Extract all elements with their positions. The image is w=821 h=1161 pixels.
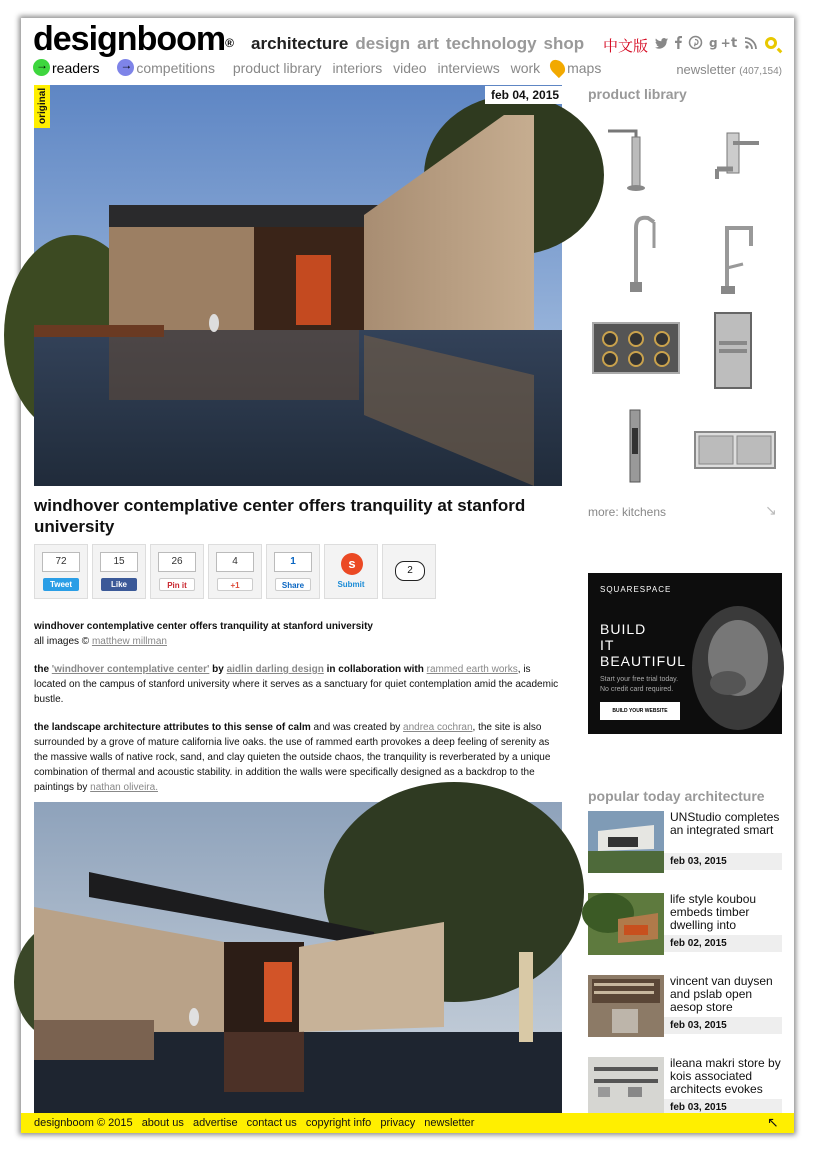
windhover-link[interactable]: 'windhover contemplative center'	[51, 664, 210, 675]
ad-subtext-line-1: Start your free trial today.	[600, 676, 679, 683]
hero-photo	[34, 85, 562, 486]
kitchen-faucet-icon	[687, 208, 782, 303]
popular-item[interactable]	[588, 811, 782, 873]
product-vent[interactable]	[588, 398, 683, 493]
popular-title[interactable]: life style koubou embeds timber dwelling into	[670, 892, 757, 932]
nathan-oliveira-link[interactable]: nathan oliveira.	[90, 782, 158, 793]
linkedin-count: 1	[274, 552, 312, 572]
twitter-icon[interactable]	[655, 36, 675, 52]
popular-thumb-image	[588, 893, 664, 955]
product-soap-dispenser[interactable]	[588, 113, 683, 208]
article-image-2[interactable]	[34, 802, 562, 1113]
popular-thumb[interactable]	[588, 975, 664, 1037]
newsletter-link[interactable]	[676, 62, 782, 77]
nav-art[interactable]: art	[417, 34, 439, 53]
like-button[interactable]: Like	[101, 578, 137, 591]
footer-advertise[interactable]: advertise	[192, 1117, 238, 1129]
linkedin-share-button[interactable]: Share	[275, 578, 311, 591]
ad-headline-line-3: BEAUTIFUL	[600, 653, 687, 669]
footer-about-us[interactable]: about us	[141, 1117, 184, 1129]
refrigerator-icon	[687, 303, 782, 398]
product-library-title[interactable]: product library	[588, 86, 687, 102]
comment-bubble-icon: 2	[395, 561, 425, 581]
designboom-logo[interactable]	[33, 20, 233, 58]
popular-item[interactable]	[588, 1057, 782, 1119]
gas-cooktop-icon	[588, 303, 683, 398]
google-plus-icon[interactable]	[708, 36, 734, 52]
original-badge-label: original	[37, 87, 48, 124]
logo-registered-mark: ®	[225, 36, 233, 50]
stumbleupon-share[interactable]	[324, 544, 378, 599]
credit-prefix: all images ©	[34, 636, 90, 647]
footer-newsletter[interactable]: newsletter	[424, 1117, 475, 1129]
p2-bold: the landscape architecture attributes to this sense of calm	[34, 722, 311, 733]
popular-date: feb 02, 2015	[664, 935, 782, 952]
article-body	[34, 619, 562, 808]
product-gas-cooktop[interactable]	[588, 303, 683, 398]
pinterest-icon[interactable]	[689, 36, 709, 52]
competitions-arrow-icon	[117, 59, 134, 76]
popular-item[interactable]	[588, 975, 782, 1037]
nav-interiors[interactable]: interiors	[332, 60, 383, 76]
pinterest-share[interactable]	[150, 544, 204, 599]
ad-subtext	[600, 675, 678, 695]
popular-date: feb 03, 2015	[664, 1099, 782, 1116]
stumbleupon-icon: s	[341, 553, 363, 575]
facebook-share[interactable]	[92, 544, 146, 599]
popular-thumb-image	[588, 975, 664, 1037]
ad-headline-line-1: BUILD	[600, 621, 647, 637]
squarespace-logo: SQUARESPACE	[600, 585, 672, 594]
popular-thumb-image	[588, 1057, 664, 1119]
popular-thumb[interactable]	[588, 811, 664, 873]
sub-nav	[33, 59, 615, 76]
comments-share[interactable]	[382, 544, 436, 599]
tumblr-icon[interactable]	[731, 36, 746, 52]
logo-text: designboom	[33, 20, 226, 58]
nav-work[interactable]: work	[510, 60, 541, 76]
pin-button[interactable]: Pin it	[159, 578, 195, 591]
map-pin-icon	[547, 57, 568, 78]
vent-icon	[588, 398, 683, 493]
readers-arrow-icon	[33, 59, 50, 76]
p1-text-a: the	[34, 664, 49, 675]
nav-architecture[interactable]: architecture	[251, 34, 349, 53]
rammed-earth-link[interactable]: rammed earth works	[426, 664, 518, 675]
popular-title[interactable]: vincent van duysen and pslab open aesop store	[670, 974, 773, 1014]
footer-privacy[interactable]: privacy	[380, 1117, 416, 1129]
nav-video[interactable]: video	[393, 60, 427, 76]
soap-dispenser-icon	[588, 113, 683, 208]
ad-headline	[600, 621, 686, 669]
photographer-link[interactable]: matthew millman	[91, 636, 167, 647]
nav-readers-label: readers	[52, 60, 100, 76]
footer-bar	[21, 1113, 794, 1133]
plus-one-count: 4	[216, 552, 254, 572]
ad-subtext-line-2: No credit card required.	[600, 686, 674, 693]
nav-technology[interactable]: technology	[445, 34, 537, 53]
product-wall-faucet[interactable]	[687, 113, 782, 208]
product-kitchen-faucet-spring[interactable]	[588, 208, 683, 303]
popular-thumb[interactable]	[588, 1057, 664, 1119]
wall-faucet-icon	[687, 113, 782, 208]
nav-maps[interactable]	[551, 60, 608, 76]
tweet-count: 72	[42, 552, 80, 572]
pin-count: 26	[158, 552, 196, 572]
newsletter-count: (407,154)	[739, 66, 782, 77]
popular-item[interactable]	[588, 893, 782, 955]
aidlin-darling-link[interactable]: aidlin darling design	[226, 664, 324, 675]
popular-date: feb 03, 2015	[664, 1017, 782, 1034]
p1-text-c: in collaboration with	[326, 664, 424, 675]
tweet-share[interactable]	[34, 544, 88, 599]
linkedin-share[interactable]	[266, 544, 320, 599]
popular-thumb-image	[588, 811, 664, 873]
svg-text:g+: g+	[708, 36, 734, 50]
page-frame	[21, 18, 794, 1133]
squarespace-ad[interactable]	[588, 573, 782, 734]
main-nav	[251, 34, 591, 54]
nav-design[interactable]: design	[355, 34, 411, 53]
chinese-version-link[interactable]: 中文版	[603, 38, 649, 55]
popular-date: feb 03, 2015	[664, 853, 782, 870]
social-icons	[655, 36, 757, 52]
p1-text-b: by	[212, 664, 224, 675]
submit-button[interactable]: Submit	[337, 580, 365, 589]
article-title: windhover contemplative center offers tranquility at stanford university	[34, 496, 526, 536]
ad-headline-line-2: IT	[600, 637, 615, 653]
nav-competitions[interactable]	[117, 60, 222, 76]
hero-image[interactable]	[34, 85, 562, 486]
original-badge	[34, 85, 50, 128]
back-to-top-arrow-icon[interactable]: ↖	[767, 1114, 779, 1130]
p2-text-b: , the site is also surrounded by a grove of mature california live oaks. the use of rammed earth provokes a deep feeling of serenity as the massive walls of native rock, sand, and clay quieten the outside chaos, the tranquility is reverberated by a unique combination of thermal and acoustic stability. in addition the walls were specifically designed as a backdrop to the paintings by	[34, 722, 551, 793]
more-kitchens-link[interactable]: more: kitchens	[588, 505, 667, 519]
popular-title[interactable]: UNStudio completes an integrated smart	[670, 810, 780, 837]
like-count: 15	[100, 552, 138, 572]
nav-shop[interactable]: shop	[543, 34, 585, 53]
lead-title: windhover contemplative center offers tranquility at stanford university	[34, 621, 373, 632]
facebook-icon[interactable]	[675, 36, 689, 52]
svg-text:t: t	[730, 36, 740, 51]
popular-title[interactable]: ileana makri store by kois associated architects evokes	[670, 1056, 781, 1096]
nav-readers[interactable]	[33, 60, 106, 76]
popular-thumb[interactable]	[588, 893, 664, 955]
p1-text-d: , is located on the campus of stanford university where it serves as a sanctuary for quiet contemplation amid the academic bustle.	[34, 664, 559, 705]
nav-competitions-label: competitions	[136, 60, 215, 76]
nav-maps-label: maps	[567, 60, 602, 76]
product-double-sink[interactable]	[687, 398, 782, 493]
footer-contact-us[interactable]: contact us	[246, 1117, 297, 1129]
ad-cta-button[interactable]: BUILD YOUR WEBSITE	[600, 702, 680, 720]
arrow-down-right-icon[interactable]: ↘	[765, 502, 777, 518]
nav-interviews[interactable]: interviews	[437, 60, 500, 76]
article-date: feb 04, 2015	[485, 86, 565, 104]
spring-faucet-icon	[588, 208, 683, 303]
nav-product-library[interactable]: product library	[232, 60, 322, 76]
article-photo-2	[34, 802, 562, 1113]
rss-icon[interactable]	[745, 36, 757, 52]
footer-copyright: designboom © 2015	[34, 1117, 133, 1129]
tweet-button[interactable]: Tweet	[43, 578, 79, 591]
double-sink-icon	[687, 398, 782, 493]
plus-one-button[interactable]: +1	[217, 578, 253, 591]
product-kitchen-faucet[interactable]	[687, 208, 782, 303]
search-icon[interactable]	[765, 37, 777, 49]
andrea-cochran-link[interactable]: andrea cochran	[403, 722, 473, 733]
newsletter-label: newsletter	[676, 62, 736, 77]
footer-copyright-info[interactable]: copyright info	[305, 1117, 372, 1129]
product-refrigerator[interactable]	[687, 303, 782, 398]
popular-today-title: popular today architecture	[588, 788, 765, 804]
p2-text-a: and was created by	[313, 722, 401, 733]
google-plus-share[interactable]	[208, 544, 262, 599]
